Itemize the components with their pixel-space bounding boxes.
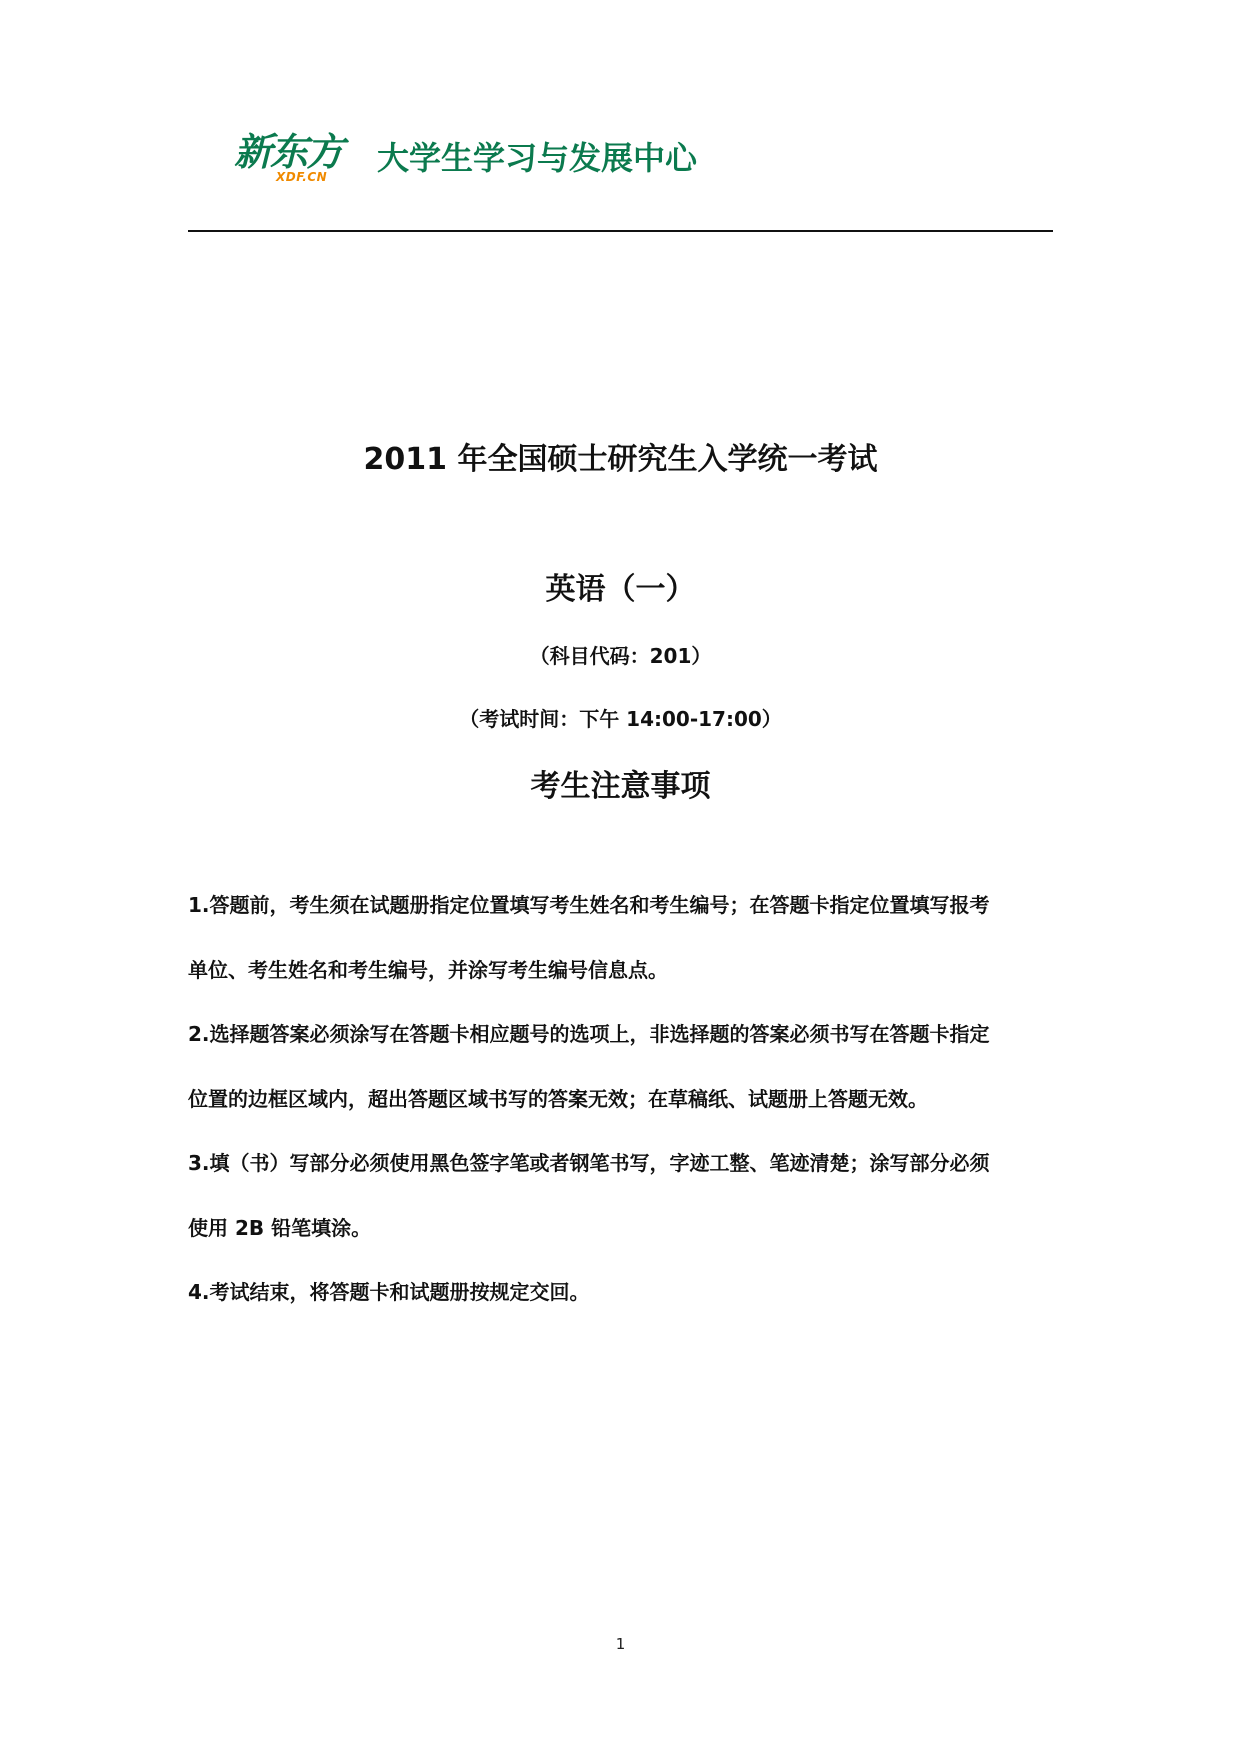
notice-line: 单位、考生姓名和考生编号，并涂写考生编号信息点。 [188, 957, 668, 982]
notice-line: 使用 2B 铅笔填涂。 [188, 1215, 372, 1240]
header-divider [188, 230, 1053, 232]
subject-code: （科目代码：201） [529, 644, 712, 668]
page-header [234, 130, 1034, 190]
notice-line: 3.填（书）写部分必须使用黑色签字笔或者钢笔书写，字迹工整、笔迹清楚；涂写部分必须 [188, 1151, 990, 1175]
exam-time: （考试时间：下午 14:00-17:00） [459, 707, 782, 731]
center-name: 大学生学习与发展中心 [377, 139, 698, 177]
notice-heading: 考生注意事项 [530, 769, 711, 804]
notice-line: 4.考试结束，将答题卡和试题册按规定交回。 [188, 1280, 590, 1304]
logo-wordmark: 新东方 [234, 129, 343, 174]
notice-line: 2.选择题答案必须涂写在答题卡相应题号的选项上，非选择题的答案必须书写在答题卡指定 [188, 1022, 990, 1046]
logo-domain: XDF.CN [276, 170, 328, 184]
notice-line: 位置的边框区域内，超出答题区域书写的答案无效；在草稿纸、试题册上答题无效。 [188, 1086, 928, 1111]
notice-line: 1.答题前，考生须在试题册指定位置填写考生姓名和考生编号；在答题卡指定位置填写报考 [188, 893, 990, 917]
exam-subject: 英语（一） [545, 572, 696, 607]
notice-list [188, 890, 1058, 1342]
exam-title: 2011 年全国硕士研究生入学统一考试 [363, 442, 878, 477]
page-number: 1 [615, 1635, 626, 1653]
xdf-logo [234, 130, 354, 190]
